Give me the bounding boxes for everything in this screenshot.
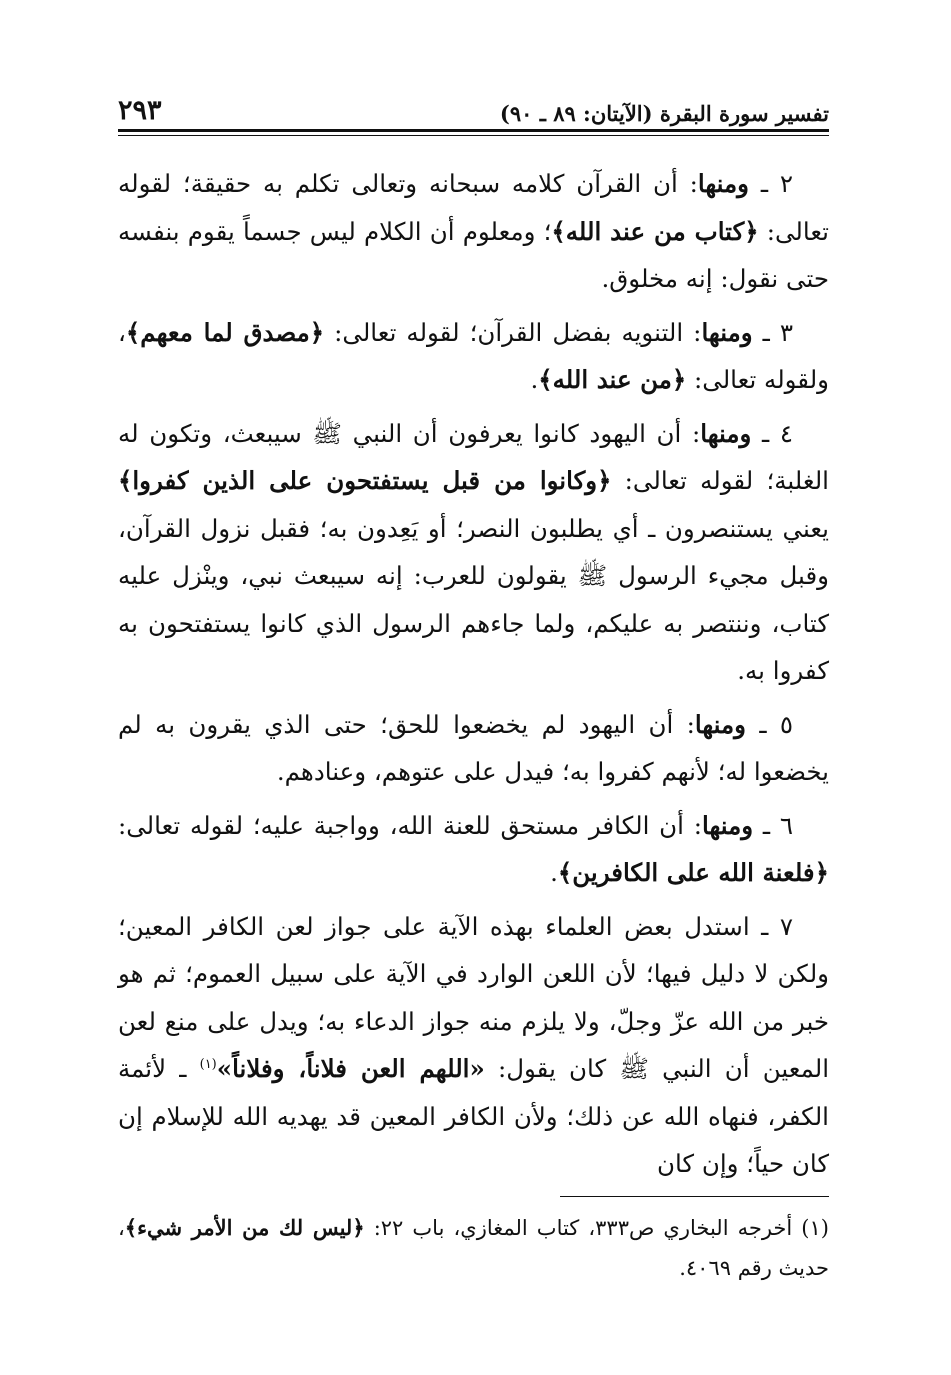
item-number: ٦ ـ <box>753 810 793 840</box>
item-number: ٥ ـ <box>746 709 793 739</box>
lead-word: ومنها <box>694 709 746 739</box>
paragraph-text: : أن اليهود لم يخضعوا للحق؛ حتى الذي يقرون به لم يخضعوا له؛ لأنهم كفروا به؛ فيدل على عتوهم، وعنادهم. <box>118 709 829 786</box>
paragraph-6 <box>118 802 829 897</box>
paragraph-text: ـ لأئمة الكفر، فنهاه الله عن ذلك؛ ولأن الكافر المعين قد يهديه الله للإسلام إن كان حياً؛ وإن كان <box>118 1054 829 1178</box>
paragraph-5 <box>118 701 829 796</box>
header-rule-thick <box>118 129 829 132</box>
paragraph-3 <box>118 309 829 404</box>
item-number: ٤ ـ <box>751 418 793 448</box>
paragraph-text: ٧ ـ استدل بعض العلماء بهذه الآية على جواز لعن الكافر المعين؛ ولكن لا دليل فيها؛ لأن اللعن الوارد في الآية على سبيل العموم؛ ثم هو خبر من الله عزّ وجلّ، ولا يلزم منه جواز الدعاء به؛ ويدل على منع لعن المعين أن النبي ﷺ كان يقول: <box>118 911 829 1083</box>
paragraph-text: ، ولقوله تعالى: <box>118 317 829 394</box>
paragraph-text: . <box>550 858 558 887</box>
item-number: ٢ ـ <box>749 169 793 198</box>
footnote-text: (١) أخرجه البخاري ص٣٣٣، كتاب المغازي، باب ٢٢: <box>364 1216 829 1240</box>
paragraph-text: . <box>530 365 539 394</box>
page-number: ٢٩٣ <box>118 95 162 126</box>
quran-quote: ﴿فلعنة الله على الكافرين﴾ <box>557 858 829 887</box>
paragraph-text: يعني يستنصرون ـ أي يطلبون النصر؛ أو يَعِدون به؛ فقبل نزول القرآن، وقبل مجيء الرسول ﷺ يقولون للعرب: إنه سيبعث نبي، وينْزل عليه كتاب، وننتصر به عليكم، ولما جاءهم الرسول الذي كانوا يستفتحون به كفروا به. <box>118 513 829 685</box>
paragraph-text: : أن القرآن كلامه سبحانه وتعالى تكلم به حقيقة؛ لقوله تعالى: <box>118 169 830 246</box>
paragraph-7 <box>118 903 829 1188</box>
paragraph-text: : التنويه بفضل القرآن؛ لقوله تعالى: <box>324 317 702 347</box>
page-body <box>118 160 829 1194</box>
paragraph-2 <box>118 160 829 303</box>
quran-quote: ﴿ليس لك من الأمر شيء﴾ <box>124 1215 365 1240</box>
running-title: تفسير سورة البقرة (الآيتان: ٨٩ ـ ٩٠) <box>499 101 829 126</box>
quran-quote: ﴿كتاب من عند الله﴾ <box>551 216 759 246</box>
footnote <box>118 1208 829 1288</box>
page-header <box>118 86 829 126</box>
lead-word: ومنها <box>702 810 754 840</box>
footnote-rule <box>560 1196 829 1197</box>
header-rule-thin <box>118 135 829 136</box>
lead-word: ومنها <box>697 169 750 198</box>
quran-quote: ﴿من عند الله﴾ <box>538 365 687 394</box>
hadith-quote: «اللهم العن فلاناً، وفلاناً» <box>216 1054 485 1083</box>
paragraph-text: ؛ ومعلوم أن الكلام ليس جسماً يقوم بنفسه حتى نقول: إنه مخلوق. <box>118 216 829 293</box>
quran-quote: ﴿وكانوا من قبل يستفتحون على الذين كفروا﴾ <box>118 466 612 495</box>
quran-quote: ﴿مصدق لما معهم﴾ <box>125 317 325 347</box>
footnote-text: ، حديث رقم ٤٠٦٩. <box>118 1216 829 1280</box>
lead-word: ومنها <box>700 418 752 448</box>
footnote-reference[interactable]: (١) <box>199 1056 217 1072</box>
paragraph-4 <box>118 410 829 695</box>
paragraph-text: : أن الكافر مستحق للعنة الله، وواجبة عليه؛ لقوله تعالى: <box>118 810 702 840</box>
lead-word: ومنها <box>701 317 753 347</box>
item-number: ٣ ـ <box>752 317 793 347</box>
paragraph-text: : أن اليهود كانوا يعرفون أن النبي ﷺ سيبعث، وتكون له الغلبة؛ لقوله تعالى: <box>118 418 829 495</box>
